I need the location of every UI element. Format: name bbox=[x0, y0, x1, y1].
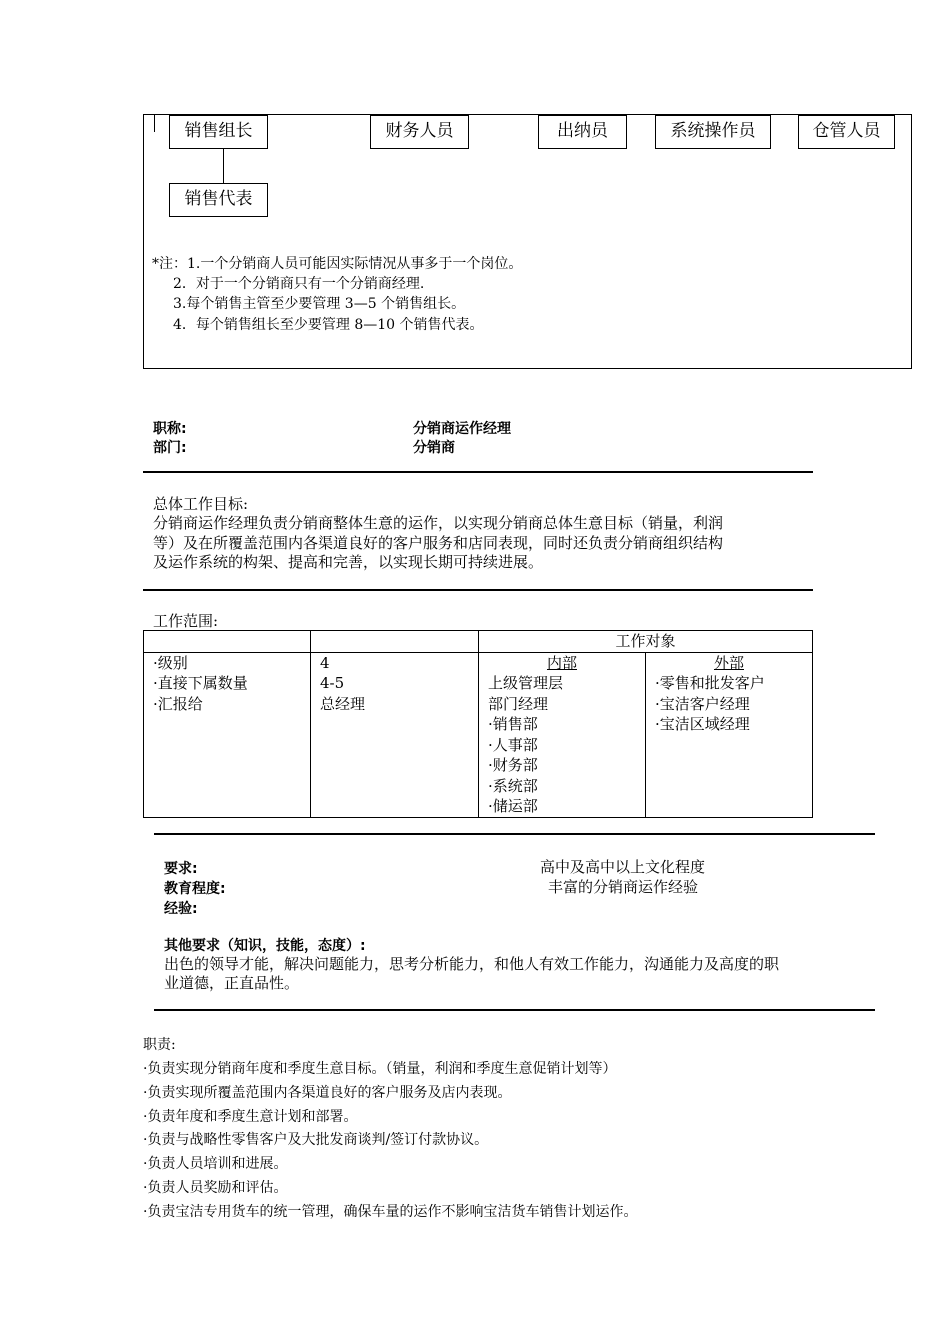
external-header: 外部 bbox=[713, 653, 744, 672]
internal-header: 内部 bbox=[546, 653, 577, 672]
org-box-sales-leader: 销售组长 bbox=[169, 115, 268, 149]
org-box-warehouse-staff: 仓管人员 bbox=[798, 115, 895, 149]
org-box-system-operator: 系统操作员 bbox=[655, 115, 771, 149]
other-req-line-2: 业道德，正直品性。 bbox=[164, 974, 300, 992]
other-req-label: 其他要求（知识，技能，态度）: bbox=[164, 938, 366, 954]
dept-value: 分销商 bbox=[413, 440, 455, 456]
req-label: 要求: bbox=[164, 861, 198, 877]
internal-item: 上级管理层 bbox=[488, 674, 564, 692]
scope-col-attributes bbox=[144, 652, 311, 817]
org-sales-connector bbox=[223, 149, 224, 183]
edu-label: 教育程度: bbox=[164, 881, 226, 897]
dept-label: 部门: bbox=[153, 440, 187, 456]
org-box-finance-staff: 财务人员 bbox=[370, 115, 469, 149]
scope-body-row bbox=[144, 652, 813, 817]
divider-1 bbox=[143, 471, 813, 473]
org-left-connector bbox=[154, 114, 155, 132]
duty-item: ·负责年度和季度生意计划和部署。 bbox=[143, 1109, 358, 1125]
attr-level: ·级别 bbox=[153, 653, 188, 672]
objective-line-3: 及运作系统的构架、提高和完善，以实现长期可持续进展。 bbox=[153, 553, 544, 571]
duties-heading: 职责: bbox=[143, 1037, 176, 1053]
duty-item: ·负责与战略性零售客户及大批发商谈判/签订付款协议。 bbox=[143, 1132, 489, 1148]
objective-line-1: 分销商运作经理负责分销商整体生意的运作，以实现分销商总体生意目标（销量，利润 bbox=[153, 514, 724, 532]
duty-item: ·负责实现所覆盖范围内各渠道良好的客户服务及店内表现。 bbox=[143, 1085, 512, 1101]
value-direct-reports: 4-5 bbox=[320, 674, 345, 692]
exp-label: 经验: bbox=[164, 901, 198, 917]
scope-col-external bbox=[646, 652, 813, 817]
internal-item: ·储运部 bbox=[488, 797, 538, 815]
value-reports-to: 总经理 bbox=[320, 694, 366, 713]
org-note-3: 3.每个销售主管至少要管理 3—5 个销售组长。 bbox=[173, 296, 466, 312]
internal-item: ·人事部 bbox=[488, 735, 538, 754]
divider-2 bbox=[143, 589, 813, 591]
duty-item: ·负责人员培训和进展。 bbox=[143, 1156, 288, 1172]
duty-item: ·负责实现分销商年度和季度生意目标。（销量，利润和季度生意促销计划等） bbox=[143, 1061, 617, 1077]
external-item: ·宝洁区域经理 bbox=[655, 715, 750, 733]
attr-direct-reports: ·直接下属数量 bbox=[153, 674, 248, 692]
value-level: 4 bbox=[320, 653, 330, 672]
org-box-sales-rep: 销售代表 bbox=[169, 183, 268, 217]
internal-item: ·财务部 bbox=[488, 756, 538, 774]
title-value: 分销商运作经理 bbox=[413, 421, 511, 437]
external-item: ·宝洁客户经理 bbox=[655, 694, 750, 713]
objective-line-2: 等）及在所覆盖范围内各渠道良好的客户服务和店同表现，同时还负责分销商组织结构 bbox=[153, 534, 724, 552]
duty-item: ·负责人员奖励和评估。 bbox=[143, 1180, 288, 1196]
org-note-2: 2．对于一个分销商只有一个分销商经理. bbox=[173, 276, 425, 292]
divider-4 bbox=[154, 1009, 875, 1011]
objective-heading: 总体工作目标: bbox=[153, 495, 249, 513]
edu-value: 高中及高中以上文化程度 bbox=[540, 858, 706, 876]
scope-col-internal bbox=[479, 652, 646, 817]
exp-value: 丰富的分销商运作经验 bbox=[548, 878, 699, 896]
other-req-line-1: 出色的领导才能，解决问题能力，思考分析能力，和他人有效工作能力，沟通能力及高度的职 bbox=[164, 955, 780, 973]
title-label: 职称: bbox=[153, 421, 187, 437]
internal-item: 部门经理 bbox=[488, 694, 549, 713]
external-item: ·零售和批发客户 bbox=[655, 674, 765, 692]
scope-table bbox=[143, 630, 813, 818]
scope-heading: 工作范围: bbox=[153, 612, 219, 630]
duty-item: ·负责宝洁专用货车的统一管理，确保车量的运作不影响宝洁货车销售计划运作。 bbox=[143, 1204, 638, 1220]
work-object-header: 工作对象 bbox=[479, 631, 813, 653]
scope-header-row bbox=[144, 631, 813, 653]
divider-3 bbox=[154, 833, 875, 835]
internal-item: ·销售部 bbox=[488, 715, 538, 733]
org-box-cashier: 出纳员 bbox=[538, 115, 627, 149]
scope-col-values bbox=[311, 652, 479, 817]
org-note-4: 4．每个销售组长至少要管理 8—10 个销售代表。 bbox=[173, 317, 484, 333]
attr-reports-to: ·汇报给 bbox=[153, 694, 203, 713]
internal-item: ·系统部 bbox=[488, 776, 538, 795]
org-note-1: *注：1.一个分销商人员可能因实际情况从事多于一个岗位。 bbox=[152, 256, 523, 272]
